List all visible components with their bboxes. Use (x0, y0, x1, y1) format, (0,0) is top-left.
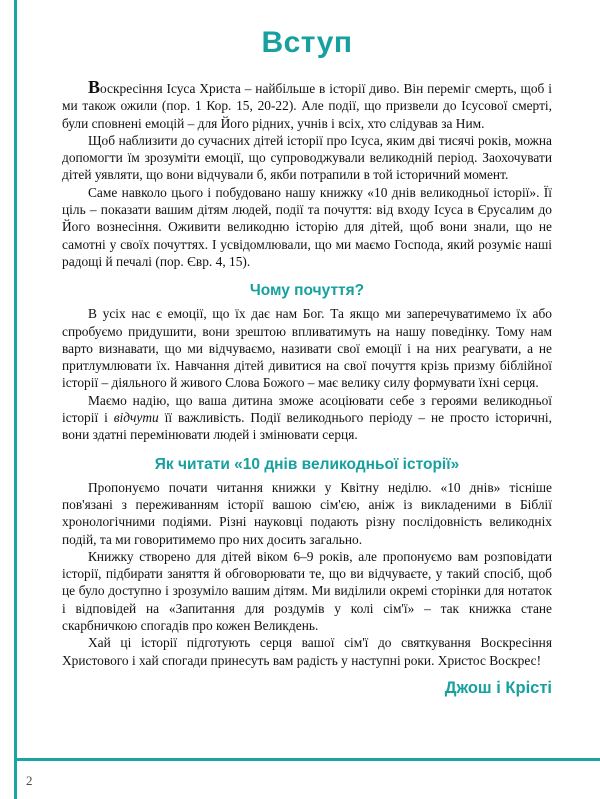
drop-cap: В (88, 77, 101, 97)
paragraph-feelings-2 (62, 392, 552, 444)
page-content (62, 26, 552, 698)
subheading-how-to-read: Як читати «10 днів великодньої історії» (154, 455, 460, 473)
paragraph-feelings-1: В усіх нас є емоції, що їх дає нам Бог. Та якщо ми заперечуватимемо їх або спробуємо придушити, вони зрештою впливатимуть на нашу поведінку. Тому нам варто визнавати, що ми відчуваємо, називати свої емоції і на них реагувати, а не притлумлювати їх. Навчання дітей дивитися на свої почуття крізь призму біблійної історії – діяльного й живого Слова Божого – має велику силу формувати їхні серця. (62, 306, 552, 391)
paragraph-text-b: її важливість. Події великоднього періоду – не просто історичні, вони здатні перемінювати людей і змінювати серця. (62, 410, 552, 443)
page-border-left (14, 0, 17, 799)
signature: Джош і Крісті (444, 678, 552, 697)
paragraph-how-1: Пропонуємо почати читання книжки у Квітну неділю. «10 днів» тісніше пов'язані з переживанням історії вашою сім'єю, аніж із викладеними в Біблії хронологічними подіями. Різні науковці подають різну послідовність великодніх подій, та ми говоритимемо про них досить загально. (62, 479, 552, 547)
paragraph-how-2: Книжку створено для дітей віком 6–9 років, але пропонуємо вам розповідати історії, підбирати заняття й обговорювати те, що ви відчуваєте, у такий спосіб, щоб це було доступно і зрозуміло вашим дітям. Ми виділили окремі сторінки для нотаток і відповідей на «Запитання для роздумів у колі сім'ї» – так книжка стане скарбничкою спогадів про кожен Великдень. (62, 548, 552, 634)
paragraph-text: оскресіння Ісуса Христа – найбільше в історії диво. Він переміг смерть, щоб і ми також ожили (пор. 1 Кор. 15, 20-22). Але події, що призвели до Ісусової смерті, були сповнені емоцій – для Його рідних, учнів і всіх, хто слідував за Ним. (62, 81, 552, 131)
page-number: 2 (26, 773, 33, 788)
page-title: Вступ (261, 26, 353, 59)
paragraph-text-a: Маємо надію, що ваша дитина зможе асоціювати себе з героями великодньої історії і (62, 392, 552, 426)
paragraph-intro-1 (62, 78, 552, 132)
paragraph-closing: Хай ці історії підготують серця вашої сім'ї до святкування Воскресіння Христового і хай спогади принесуть вам радість у наступні роки. Христос Воскрес! (62, 635, 552, 668)
paragraph-intro-2: Щоб наблизити до сучасних дітей історії про Ісуса, яким дві тисячі років, можна допомогти їм зрозуміти емоції, що супроводжували великодній період. Заохочувати дітей уявляти, що вони відчували б, якби потрапили в той історичний момент. (62, 132, 552, 183)
subheading-feelings: Чому почуття? (249, 282, 365, 300)
paragraph-intro-3: Саме навколо цього і побудовано нашу книжку «10 днів великодньої історії». Її ціль – показати вашим дітям людей, події та почуття: від входу Ісуса в Єрусалим до Його вознесіння. Оживити великодню історію для дітей, щоб вони знали, що не самотні у своїх почуттях. І усвідомлювали, що ми маємо Господа, який розуміє наші радощі й печалі (пор. Євр. 4, 15). (62, 184, 552, 269)
page-border-bottom (14, 758, 600, 761)
emphasis-text: відчути (113, 410, 159, 426)
